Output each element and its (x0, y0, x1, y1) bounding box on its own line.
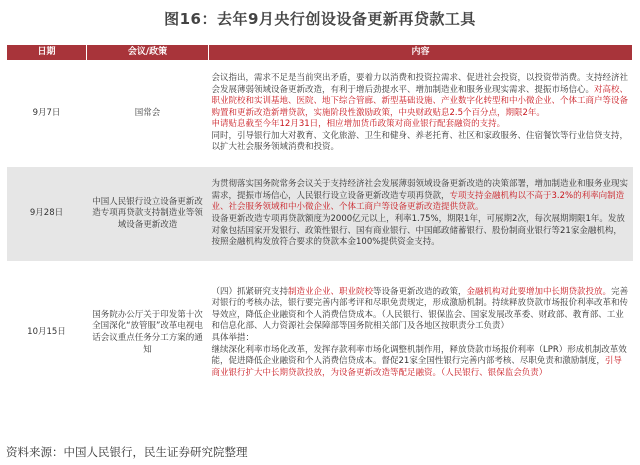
content-paragraph (212, 214, 630, 249)
column-header-content: 内容 (209, 45, 633, 61)
content-paragraph (212, 131, 630, 154)
table-row (7, 61, 633, 167)
content-paragraph (212, 73, 630, 119)
content-text: 为贯彻落实国务院常务会议关于支持经济社会发展薄弱领域设备更新改造的决策部署，增加制造业和服务业现实需求，提振市场信心，人民银行设立设备更新改造专项再贷款， (211, 179, 629, 201)
content-text: （四）抓紧研究支持 (211, 286, 289, 297)
column-header-meeting: 会议/政策 (87, 45, 209, 61)
highlighted-text: 申请贴息截至今年12月31日，相应增加货币政策对商业银行配套融资的支持。 (211, 119, 506, 130)
content-paragraph (212, 287, 630, 333)
content-text: 完善对银行的考核办法，银行要完善内部考评和尽职免责规定，形成激励机制。持续释放贷款市场报价利率改革和传导效应，降低企业融资和个人消费信贷成本。（人民银行、银保监会、国家发展改革委、财政部、教育部、工业和信息化部、人力资源社会保障部等国务院相关部门及各地区按职责分工负责） (211, 286, 629, 332)
row-content (209, 167, 633, 262)
table-row (7, 262, 633, 405)
row-date: 10月15日 (7, 262, 87, 405)
content-text: 会议指出，需求不足是当前突出矛盾，要着力以消费和投资拉需求、促进社会投资，以投资带消费。支持经济社会发展薄弱领域设备更新改造，有利于增后劲提水平、增加制造业和服务业现实需求、提振市场信心。 (211, 72, 629, 95)
row-content (209, 262, 633, 405)
row-content (209, 61, 633, 167)
row-meeting: 国务院办公厅关于印发第十次全国深化“放管服”改革电视电话会议重点任务分工方案的通知 (87, 262, 209, 405)
content-paragraph (212, 333, 630, 345)
content-text: 同时，引导银行加大对教育、文化旅游、卫生和健身、养老托育、社区和家政服务、住宿餐饮等行业信贷支持，以扩大社会服务领域消费和投资。 (211, 130, 629, 153)
highlighted-text: 引导商业银行扩大中长期贷款投放，为设备更新改造等配足融资。（人民银行、银保监会负责） (211, 356, 622, 378)
highlighted-text: 专项支持金融机构以不高于3.2%的利率向制造业、社会服务领域和中小微企业、个体工商户等设备更新改造提供贷款。 (211, 190, 625, 213)
figure-title: 图16：去年9月央行创设设备更新再贷款工具 (164, 10, 476, 28)
content-text: 继续深化利率市场化改革，发挥存款利率市场化调整机制作用，释放贷款市场报价利率（LPR）形成机制改革效能，促进降低企业融资和个人消费信贷成本。督促21家全国性银行完善内部考核、尽职免责和激励制度， (211, 344, 627, 367)
highlighted-text: 金融机构对此要增加中长期贷款投放。 (466, 286, 612, 297)
content-text: 具体举措： (211, 333, 255, 343)
policy-table (6, 44, 633, 404)
source-note: 资料来源：中国人民银行，民生证券研究院整理 (6, 445, 248, 459)
row-meeting: 中国人民银行设立设备更新改造专项再贷款支持制造业等领域设备更新改造 (87, 167, 209, 262)
content-text: 等设备更新改造的政策， (373, 286, 467, 297)
column-header-date: 日期 (7, 45, 87, 61)
content-text: 设备更新改造专项再贷款额度为2000亿元以上，利率1.75%，期限1年，可展期2次，每次展期期限1年。发放对象包括国家开发银行、政策性银行、国有商业银行、中国邮政储蓄银行、股份制商业银行等21家金融机构，按照金融机构发放符合要求的贷款本金100%提供资金支持。 (211, 214, 625, 248)
content-paragraph (212, 345, 630, 380)
highlighted-text: 制造业企业、职业院校 (288, 286, 374, 297)
table-row (7, 167, 633, 262)
row-meeting: 国常会 (87, 61, 209, 167)
table-header-row (7, 45, 633, 61)
row-date: 9月28日 (7, 167, 87, 262)
highlighted-text: 对高校、职业院校和实训基地、医院、地下综合管廊、新型基础设施、产业数字化转型和中小微企业、个体工商户等设备购置和更新改造新增贷款，实施阶段性激励政策，中央财政贴息2.5个百分点，期限2年。 (211, 84, 629, 118)
row-date: 9月7日 (7, 61, 87, 167)
content-paragraph (212, 119, 630, 131)
content-paragraph (212, 179, 630, 214)
